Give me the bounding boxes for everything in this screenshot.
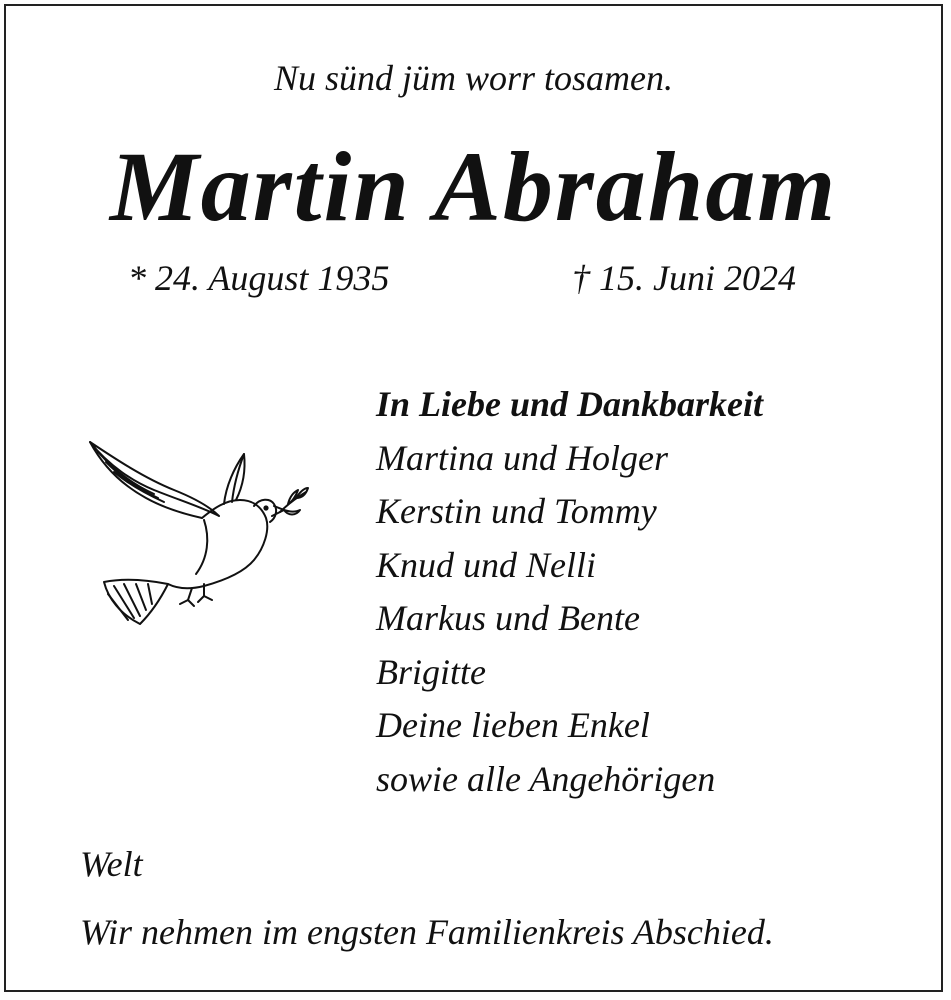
list-item: Kerstin und Tommy bbox=[376, 491, 657, 531]
mourners-list bbox=[376, 378, 763, 806]
farewell-note: Wir nehmen im engsten Familienkreis Abschied. bbox=[80, 912, 774, 952]
place: Welt bbox=[80, 844, 143, 884]
list-item: Knud und Nelli bbox=[376, 544, 597, 585]
list-item: Brigitte bbox=[376, 651, 486, 692]
death-date: † 15. Juni 2024 bbox=[572, 258, 796, 298]
dove-icon bbox=[84, 438, 314, 638]
mourners-heading: In Liebe und Dankbarkeit bbox=[376, 384, 764, 424]
list-item: Markus und Bente bbox=[376, 598, 640, 638]
deceased-name: Martin Abraham bbox=[109, 131, 838, 242]
list-item: Deine lieben Enkel bbox=[376, 705, 650, 745]
motto: Nu sünd jüm worr tosamen. bbox=[273, 58, 674, 98]
list-item: sowie alle Angehörigen bbox=[376, 758, 716, 799]
list-item: Martina und Holger bbox=[376, 437, 668, 478]
birth-date: * 24. August 1935 bbox=[128, 258, 390, 298]
obituary-notice bbox=[4, 4, 943, 992]
